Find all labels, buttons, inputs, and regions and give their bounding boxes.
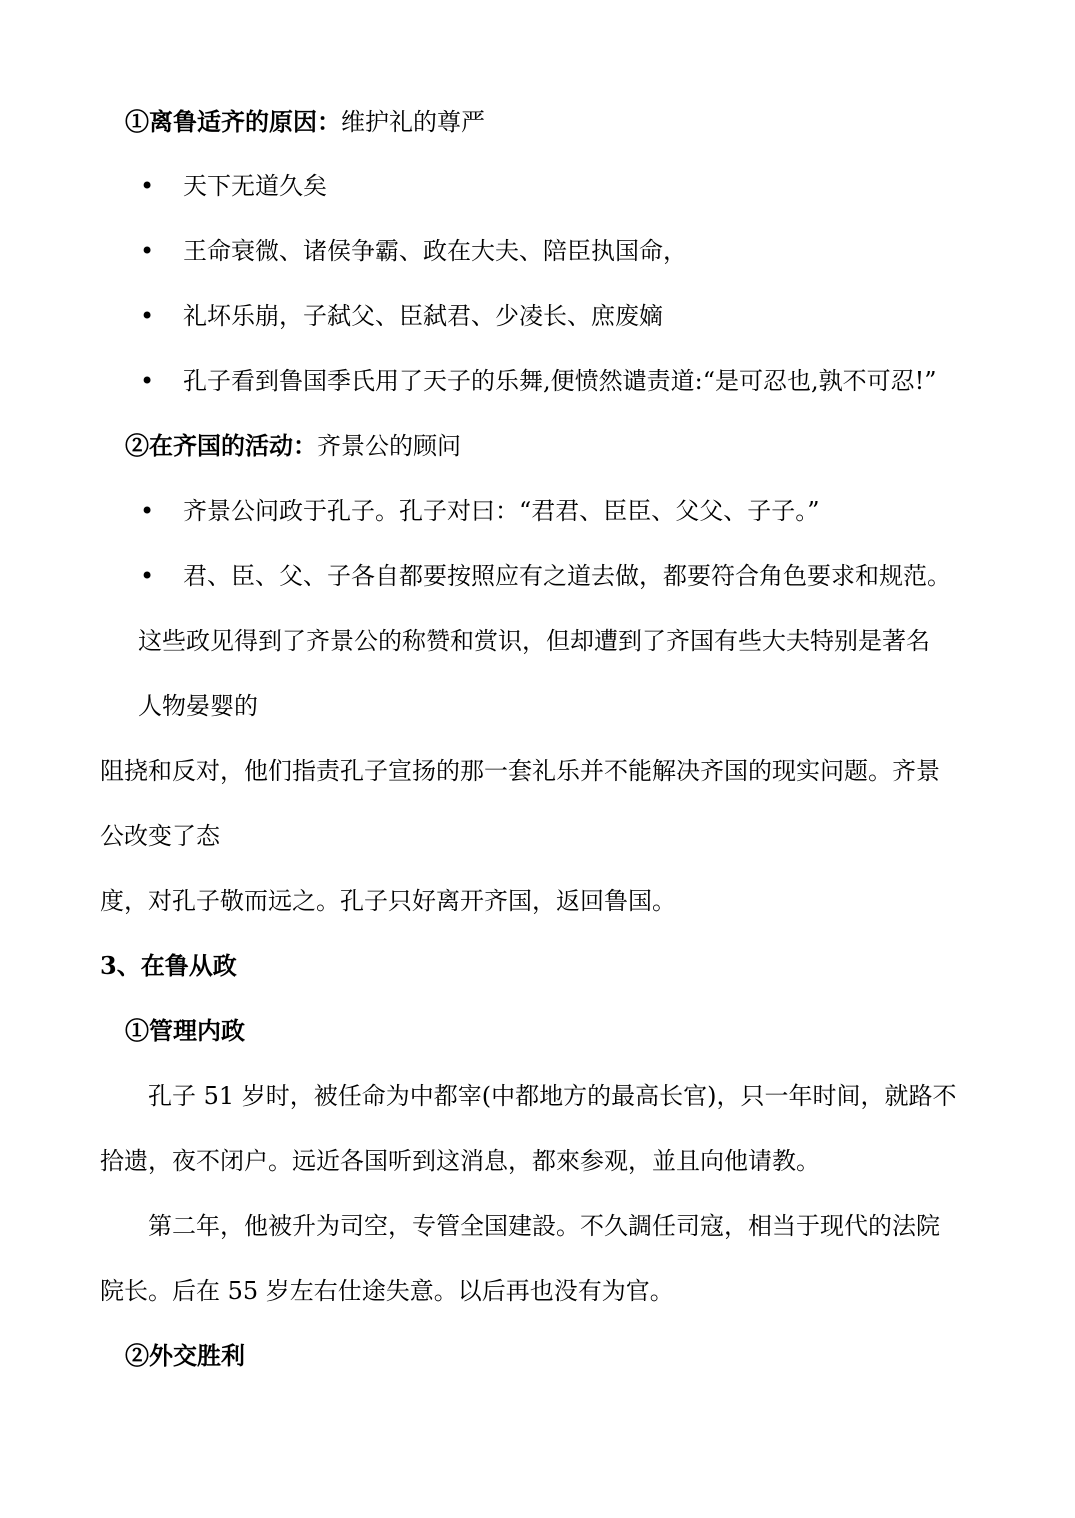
section-3-title: 3、在鲁从政 bbox=[100, 951, 237, 980]
activities-heading bbox=[125, 430, 461, 462]
activities-heading-value: 齐景公的顾问 bbox=[317, 432, 461, 460]
bullet-icon: • bbox=[140, 367, 155, 395]
bullet-icon: • bbox=[140, 172, 155, 200]
diplomacy-heading: ②外交胜利 bbox=[125, 1341, 245, 1370]
list-item-text: 天下无道久矣 bbox=[183, 172, 327, 200]
paragraph-line: 院长。后在 55 岁左右仕途失意。以后再也没有为官。 bbox=[100, 1277, 674, 1305]
reasons-heading bbox=[125, 106, 485, 138]
paragraph-line: 度，对孔子敬而远之。孔子只好离开齐国，返回鲁国。 bbox=[100, 887, 676, 915]
paragraph-line: 公改变了态 bbox=[100, 822, 220, 850]
paragraph-line: 拾遗，夜不闭户。远近各国听到这消息，都來参观，並且向他请教。 bbox=[100, 1147, 820, 1175]
list-item-text: 君、臣、父、子各自都要按照应有之道去做，都要符合角色要求和规范。 bbox=[183, 562, 951, 590]
bullet-icon: • bbox=[140, 237, 155, 265]
paragraph-line: 人物晏婴的 bbox=[138, 692, 258, 720]
bullet-icon: • bbox=[140, 497, 155, 525]
list-item-text: 孔子看到鲁国季氏用了天子的乐舞,便愤然谴责道:“是可忍也,孰不可忍!” bbox=[183, 367, 937, 395]
list-item-text: 齐景公问政于孔子。孔子对曰：“君君、臣臣、父父、子子。” bbox=[183, 497, 820, 525]
reasons-heading-label: ①离鲁适齐的原因： bbox=[125, 107, 341, 136]
bullet-icon: • bbox=[140, 562, 155, 590]
paragraph-line: 这些政见得到了齐景公的称赞和赏识，但却遭到了齐国有些大夫特别是著名 bbox=[138, 627, 930, 655]
paragraph-line: 孔子 51 岁时，被任命为中都宰(中都地方的最高长官)，只一年时间，就路不 bbox=[148, 1082, 957, 1110]
paragraph-line: 阻挠和反对，他们指责孔子宣扬的那一套礼乐并不能解决齐国的现实问题。齐景 bbox=[100, 757, 940, 785]
activities-heading-label: ②在齐国的活动： bbox=[125, 431, 317, 460]
internal-affairs-heading: ①管理内政 bbox=[125, 1016, 245, 1045]
reasons-heading-value: 维护礼的尊严 bbox=[341, 108, 485, 136]
list-item-text: 礼坏乐崩，子弑父、臣弑君、少凌长、庶废嫡 bbox=[183, 302, 663, 330]
bullet-icon: • bbox=[140, 302, 155, 330]
list-item-text: 王命衰微、诸侯争霸、政在大夫、陪臣执国命， bbox=[183, 237, 687, 265]
paragraph-line: 第二年，他被升为司空，专管全国建設。不久調任司寇，相当于现代的法院 bbox=[148, 1212, 940, 1240]
